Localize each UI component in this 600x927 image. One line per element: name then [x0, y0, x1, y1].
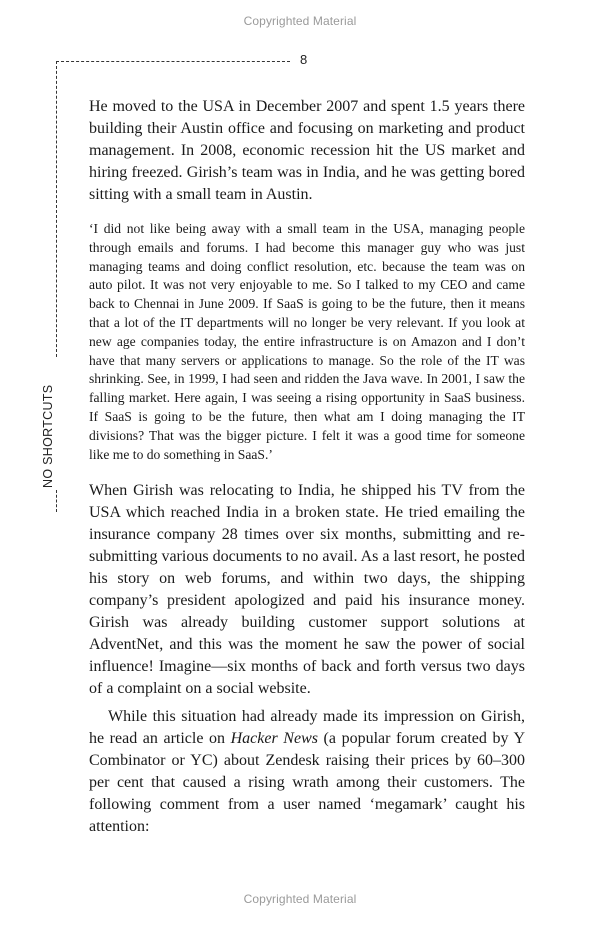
page-body — [89, 96, 525, 838]
page-number: 8 — [300, 52, 308, 67]
watermark-top: Copyrighted Material — [243, 14, 357, 28]
block-quote: ‘I did not like being away with a small team in the USA, managing people through emails and forums. I had become this manager guy who was just managing teams and doing conflict resolution, etc. because the team was on auto pilot. It was not very enjoyable to me. So I talked to my CEO and came back to Chennai in June 2009. If SaaS is going to be the future, then it means that a lot of the IT departments will no longer be very relevant. If you look at new age companies today, the entire infrastructure is on Amazon and I don’t have that many servers or applications to manage. So the role of the IT was shrinking. See, in 1999, I had seen and ridden the Java wave. In 2001, I saw the falling market. Here again, I was seeing a rising opportunity in SaaS business. If SaaS is going to be the future, then what am I doing managing the IT divisions? That was the bigger picture. I felt it was a good time for someone like me to do something in SaaS.’ — [89, 221, 525, 462]
margin-rule-lower — [56, 490, 57, 512]
paragraph-tv-story: When Girish was relocating to India, he shipped his TV from the USA which reached India in a broken state. He tried emailing the insurance company 28 times over six months, submitting and re-submitting various documents to no avail. As a last resort, he posted his story on web forums, and within two days, the shipping company’s president apologized and paid his insurance money. Girish was already building customer support solutions at AdventNet, and this was the moment he saw the power of social influence! Imagine—six months of back and forth versus two days of a complaint on a social website. — [89, 482, 525, 698]
paragraph-usa-move: He moved to the USA in December 2007 and spent 1.5 years there building their Austin office and focusing on marketing and product management. In 2008, economic recession hit the US market and hiring freezed. Girish’s team was in India, and he was getting bored sitting with a small team in Austin. — [89, 98, 525, 203]
paragraph-hacker-news-end: (a popular forum created by Y Combinator or YC) about Zendesk raising their prices by 60–300 per cent that caused a rising wrath among their customers. The following comment from a user named ‘megamark’ caught his attention: — [89, 730, 526, 836]
header-rule — [56, 61, 290, 62]
paragraph-hacker-news-start: While this situation had already made its impression on Girish, he read an article on — [89, 708, 525, 748]
hacker-news-title: Hacker News — [230, 730, 318, 748]
paragraph-hacker-news — [89, 706, 525, 838]
margin-rule-upper — [56, 61, 57, 357]
watermark-bottom: Copyrighted Material — [243, 892, 357, 906]
running-head: NO SHORTCUTS — [41, 384, 55, 488]
